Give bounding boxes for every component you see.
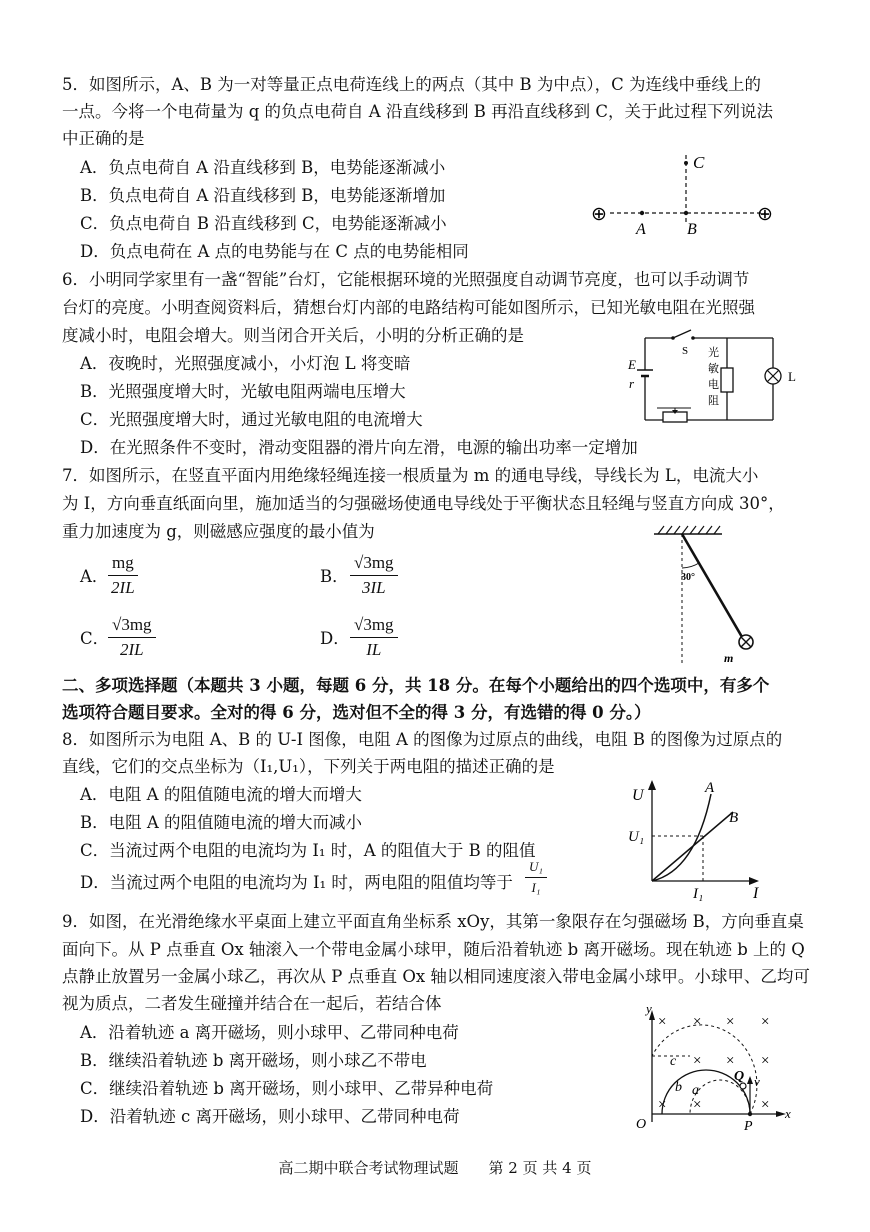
q8-option-d-den: I₁ bbox=[531, 880, 541, 895]
q7-option-c-letter: C． bbox=[80, 629, 110, 648]
q6-option-a: A．夜晚时，光照强度减小，小灯泡 L 将变暗 bbox=[80, 354, 411, 373]
q9-label-p: P bbox=[744, 1119, 753, 1132]
q9-field-cross: × bbox=[761, 1053, 770, 1069]
q9-field-cross: × bbox=[693, 1014, 702, 1030]
q8-option-b: B．电阻 A 的阻值随电流的增大而减小 bbox=[80, 813, 363, 832]
q9-option-b: B．继续沿着轨迹 b 离开磁场，则小球乙不带电 bbox=[80, 1051, 427, 1070]
q6-label-s: S bbox=[682, 345, 689, 357]
q5-charge-figure bbox=[590, 150, 790, 240]
q5-stem-line2: 一点。今将一个电荷量为 q 的负点电荷自 A 沿直线移到 B 再沿直线移到 C，关于此过程下列说法 bbox=[62, 102, 773, 121]
q7-option-b-num: √3mg bbox=[350, 553, 398, 576]
q8-stem-line2: 直线，它们的交点坐标为（I₁,U₁），下列关于两电阻的描述正确的是 bbox=[62, 757, 555, 776]
q5-stem-line3: 中正确的是 bbox=[62, 129, 145, 148]
q9-field-cross: × bbox=[761, 1097, 770, 1113]
q7-stem-line2: 为 I，方向垂直纸面向里，施加适当的匀强磁场使通电导线处于平衡状态且轻绳与竖直方向成 30°， bbox=[62, 494, 785, 513]
q6-stem-line1: 6．小明同学家里有一盏“智能”台灯，它能根据环境的光照强度自动调节亮度，也可以手动调节 bbox=[62, 270, 750, 289]
q6-label-l: L bbox=[788, 369, 796, 384]
q9-magnetic-field-figure bbox=[630, 1004, 800, 1132]
q7-option-c-num: √3mg bbox=[108, 615, 156, 638]
q9-label-o: O bbox=[636, 1117, 647, 1132]
q5-option-b: B．负点电荷自 A 沿直线移到 B，电势能逐渐增加 bbox=[80, 186, 446, 205]
q7-mass-label: m bbox=[724, 651, 734, 665]
q9-option-a: A．沿着轨迹 a 离开磁场，则小球甲、乙带同种电荷 bbox=[80, 1023, 459, 1042]
q9-label-b: b bbox=[675, 1080, 682, 1095]
q7-option-b-den: 3IL bbox=[361, 578, 386, 597]
q8-option-c: C．当流过两个电阻的电流均为 I₁ 时，A 的阻值大于 B 的阻值 bbox=[80, 841, 536, 860]
q5-option-d: D．负点电荷在 A 点的电势能与在 C 点的电势能相同 bbox=[80, 242, 469, 261]
q9-label-y: y bbox=[646, 1004, 652, 1016]
q6-circuit-figure bbox=[615, 328, 815, 433]
q7-option-d-num: √3mg bbox=[350, 615, 398, 638]
q6-resistor-char4: 阻 bbox=[708, 395, 719, 407]
q6-option-b: B．光照强度增大时，光敏电阻两端电压增大 bbox=[80, 382, 406, 401]
q7-option-c-fraction bbox=[108, 615, 156, 660]
q7-stem-line1: 7．如图所示，在竖直平面内用绝缘轻绳连接一根质量为 m 的通电导线，导线长为 L，电流大小 bbox=[62, 466, 759, 485]
q9-option-d: D．沿着轨迹 c 离开磁场，则小球甲、乙带同种电荷 bbox=[80, 1107, 460, 1126]
q9-stem-line2: 面向下。从 P 点垂直 Ox 轴滚入一个带电金属小球甲，随后沿着轨迹 b 离开磁场。现在轨迹 b 上的 Q bbox=[62, 940, 805, 959]
q8-option-a: A．电阻 A 的阻值随电流的增大而增大 bbox=[80, 785, 362, 804]
q8-option-d: D．当流过两个电阻的电流均为 I₁ 时，两电阻的阻值均等于 bbox=[80, 873, 513, 892]
q9-label-a: a bbox=[692, 1083, 699, 1098]
q6-resistor-char3: 电 bbox=[708, 379, 719, 391]
q7-option-a-num: mg bbox=[108, 553, 138, 576]
q9-stem-line3: 点静止放置另一金属小球乙，再次从 P 点垂直 Ox 轴以相同速度滚入带电金属小球甲。小球甲、乙均可 bbox=[62, 967, 810, 986]
q5-label-c: C bbox=[693, 153, 705, 172]
section2-header-line2: 选项符合题目要求。全对的得 6 分，选对但不全的得 3 分，有选错的得 0 分。） bbox=[62, 703, 651, 722]
q9-field-cross: × bbox=[693, 1053, 702, 1069]
q7-option-a-den: 2IL bbox=[111, 578, 135, 597]
q7-angle-label: 30° bbox=[681, 572, 695, 583]
q6-option-d: D．在光照条件不变时，滑动变阻器的滑片向左滑，电源的输出功率一定增加 bbox=[80, 438, 638, 457]
section2-header-line1: 二、多项选择题（本题共 3 小题，每题 6 分，共 18 分。在每个小题给出的四个选项中，有多个 bbox=[62, 676, 770, 695]
q9-stem-line4: 视为质点，二者发生碰撞并结合在一起后，若结合体 bbox=[62, 994, 442, 1013]
q6-stem-line3: 度减小时，电阻会增大。则当闭合开关后，小明的分析正确的是 bbox=[62, 326, 524, 345]
q8-option-d-num: U₁ bbox=[525, 859, 547, 878]
q8-option-d-fraction bbox=[525, 859, 547, 896]
q5-plus-right: ⊕ bbox=[757, 204, 773, 225]
q5-plus-left: ⊕ bbox=[591, 204, 607, 225]
q9-label-q: Q bbox=[734, 1069, 745, 1084]
q9-stem-line1: 9．如图，在光滑绝缘水平桌面上建立平面直角坐标系 xOy，其第一象限存在匀强磁场 B，方向垂直桌 bbox=[62, 912, 804, 931]
q9-field-cross: × bbox=[726, 1014, 735, 1030]
q8-ui-graph-figure bbox=[625, 776, 775, 901]
q8-i1-label: I₁ bbox=[693, 886, 704, 901]
q7-option-c-den: 2IL bbox=[119, 640, 144, 659]
q9-label-c: c bbox=[670, 1054, 677, 1069]
q7-option-b-letter: B． bbox=[320, 567, 349, 586]
q9-option-c: C．继续沿着轨迹 b 离开磁场，则小球甲、乙带异种电荷 bbox=[80, 1079, 494, 1098]
q7-option-a-letter: A． bbox=[80, 567, 109, 586]
q7-option-d-letter: D． bbox=[320, 629, 350, 648]
q6-resistor-char2: 敏 bbox=[708, 363, 719, 375]
q8-u1-label: U₁ bbox=[628, 829, 645, 845]
q7-option-a-fraction bbox=[108, 553, 138, 598]
q7-option-d-fraction bbox=[350, 615, 398, 660]
q8-curve-a: A bbox=[705, 780, 715, 796]
q6-label-r: r bbox=[629, 376, 635, 391]
q9-label-v: v bbox=[754, 1074, 760, 1089]
q7-option-b-fraction bbox=[350, 553, 398, 598]
q9-field-cross: × bbox=[726, 1053, 735, 1069]
q7-stem-line3: 重力加速度为 g，则磁感应强度的最小值为 bbox=[62, 522, 375, 541]
q8-line-b: B bbox=[729, 810, 739, 826]
q9-field-cross: × bbox=[658, 1014, 667, 1030]
q6-resistor-char1: 光 bbox=[708, 347, 719, 359]
q9-field-cross: × bbox=[693, 1097, 702, 1113]
q6-label-e: E bbox=[628, 357, 636, 372]
q5-option-c: C．负点电荷自 B 沿直线移到 C，电势能逐渐减小 bbox=[80, 214, 447, 233]
q7-option-d-den: IL bbox=[366, 640, 382, 659]
q8-stem-line1: 8．如图所示为电阻 A、B 的 U-I 图像，电阻 A 的图像为过原点的曲线，电阻 B 的图像为过原点的 bbox=[62, 730, 783, 749]
q9-label-x: x bbox=[785, 1106, 791, 1121]
q7-pendulum-figure bbox=[648, 524, 778, 666]
q6-option-c: C．光照强度增大时，通过光敏电阻的电流增大 bbox=[80, 410, 423, 429]
q8-axis-i: I bbox=[753, 885, 759, 901]
q9-field-cross: × bbox=[658, 1097, 667, 1113]
q8-axis-u: U bbox=[632, 787, 644, 804]
q6-stem-line2: 台灯的亮度。小明查阅资料后，猜想台灯内部的电路结构可能如图所示，已知光敏电阻在光照强 bbox=[62, 298, 755, 317]
q5-stem-line1: 5．如图所示，A、B 为一对等量正点电荷连线上的两点（其中 B 为中点），C 为连线中垂线上的 bbox=[62, 75, 762, 94]
page-footer: 高二期中联合考试物理试题 第 2 页 共 4 页 bbox=[278, 1159, 592, 1177]
q5-label-a: A bbox=[636, 221, 646, 238]
q5-option-a: A．负点电荷自 A 沿直线移到 B，电势能逐渐减小 bbox=[80, 158, 446, 177]
q9-field-cross: × bbox=[761, 1014, 770, 1030]
q5-label-b: B bbox=[687, 221, 697, 238]
